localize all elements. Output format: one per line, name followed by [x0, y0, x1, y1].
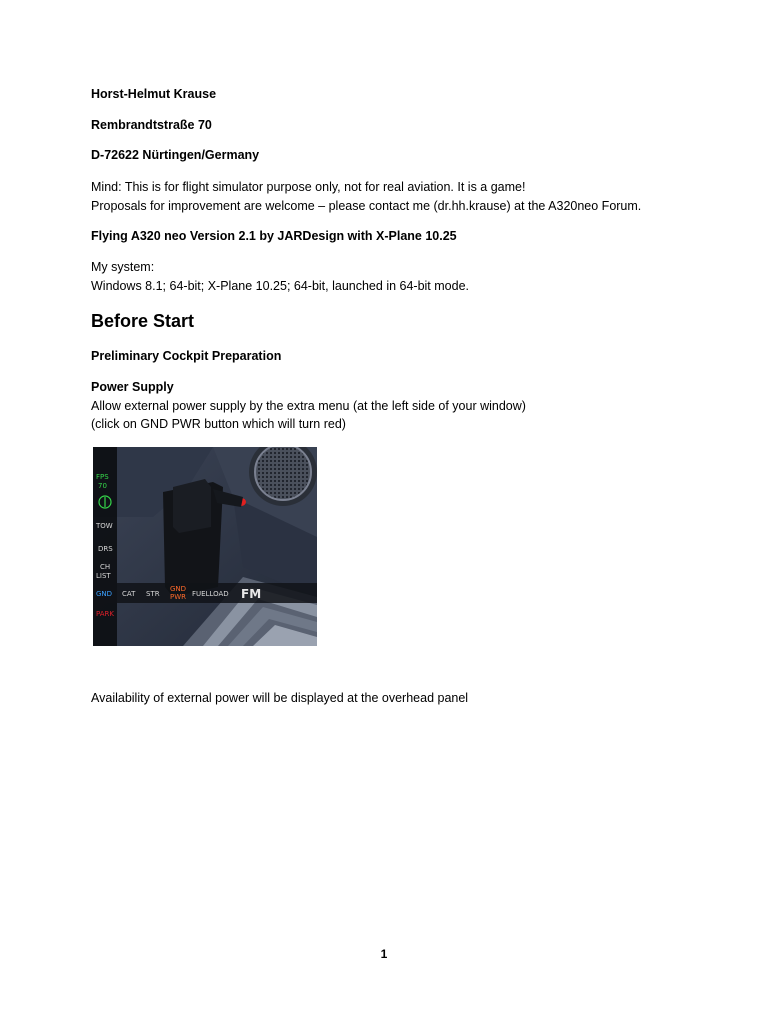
menu-gnd[interactable]: GND — [96, 590, 113, 598]
power-supply-line-2: (click on GND PWR button which will turn red) — [91, 417, 346, 431]
fps-value: 70 — [98, 482, 107, 490]
system-details: Windows 8.1; 64-bit; X-Plane 10.25; 64-bit, launched in 64-bit mode. — [91, 279, 469, 293]
author-street: Rembrandtstraße 70 — [91, 118, 212, 132]
menu-fm[interactable]: FM — [241, 587, 262, 601]
menu-cat[interactable]: CAT — [122, 590, 136, 598]
availability-note: Availability of external power will be displayed at the overhead panel — [91, 691, 469, 705]
menu-ch[interactable]: CH — [100, 563, 111, 571]
menu-park[interactable]: PARK — [96, 610, 115, 618]
menu-list[interactable]: LIST — [96, 572, 111, 580]
menu-str[interactable]: STR — [146, 590, 160, 598]
menu-gnd-pwr-button[interactable] — [170, 585, 186, 601]
cockpit-screenshot — [93, 447, 317, 646]
menu-tow[interactable]: TOW — [96, 522, 113, 530]
disclaimer-line-2: Proposals for improvement are welcome – please contact me (dr.hh.krause) at the A320neo Forum. — [91, 199, 642, 213]
document-subject: Flying A320 neo Version 2.1 by JARDesign with X-Plane 10.25 — [91, 229, 457, 243]
menu-gnd-pwr-top: GND — [170, 585, 187, 593]
disclaimer-line-1: Mind: This is for flight simulator purpose only, not for real aviation. It is a game! — [91, 180, 526, 194]
menu-fuelload[interactable]: FUELLOAD — [192, 590, 229, 598]
section-title: Before Start — [91, 311, 195, 331]
fps-label: FPS — [96, 473, 109, 481]
author-city: D-72622 Nürtingen/Germany — [91, 148, 260, 162]
page-number: 1 — [380, 947, 388, 961]
system-label: My system: — [91, 260, 155, 274]
menu-gnd-pwr-bottom: PWR — [170, 593, 187, 601]
power-supply-title: Power Supply — [91, 380, 174, 394]
subsection-title: Preliminary Cockpit Preparation — [91, 349, 282, 363]
author-name: Horst-Helmut Krause — [91, 87, 217, 101]
power-supply-line-1: Allow external power supply by the extra menu (at the left side of your window) — [91, 399, 526, 413]
menu-drs[interactable]: DRS — [98, 545, 113, 553]
